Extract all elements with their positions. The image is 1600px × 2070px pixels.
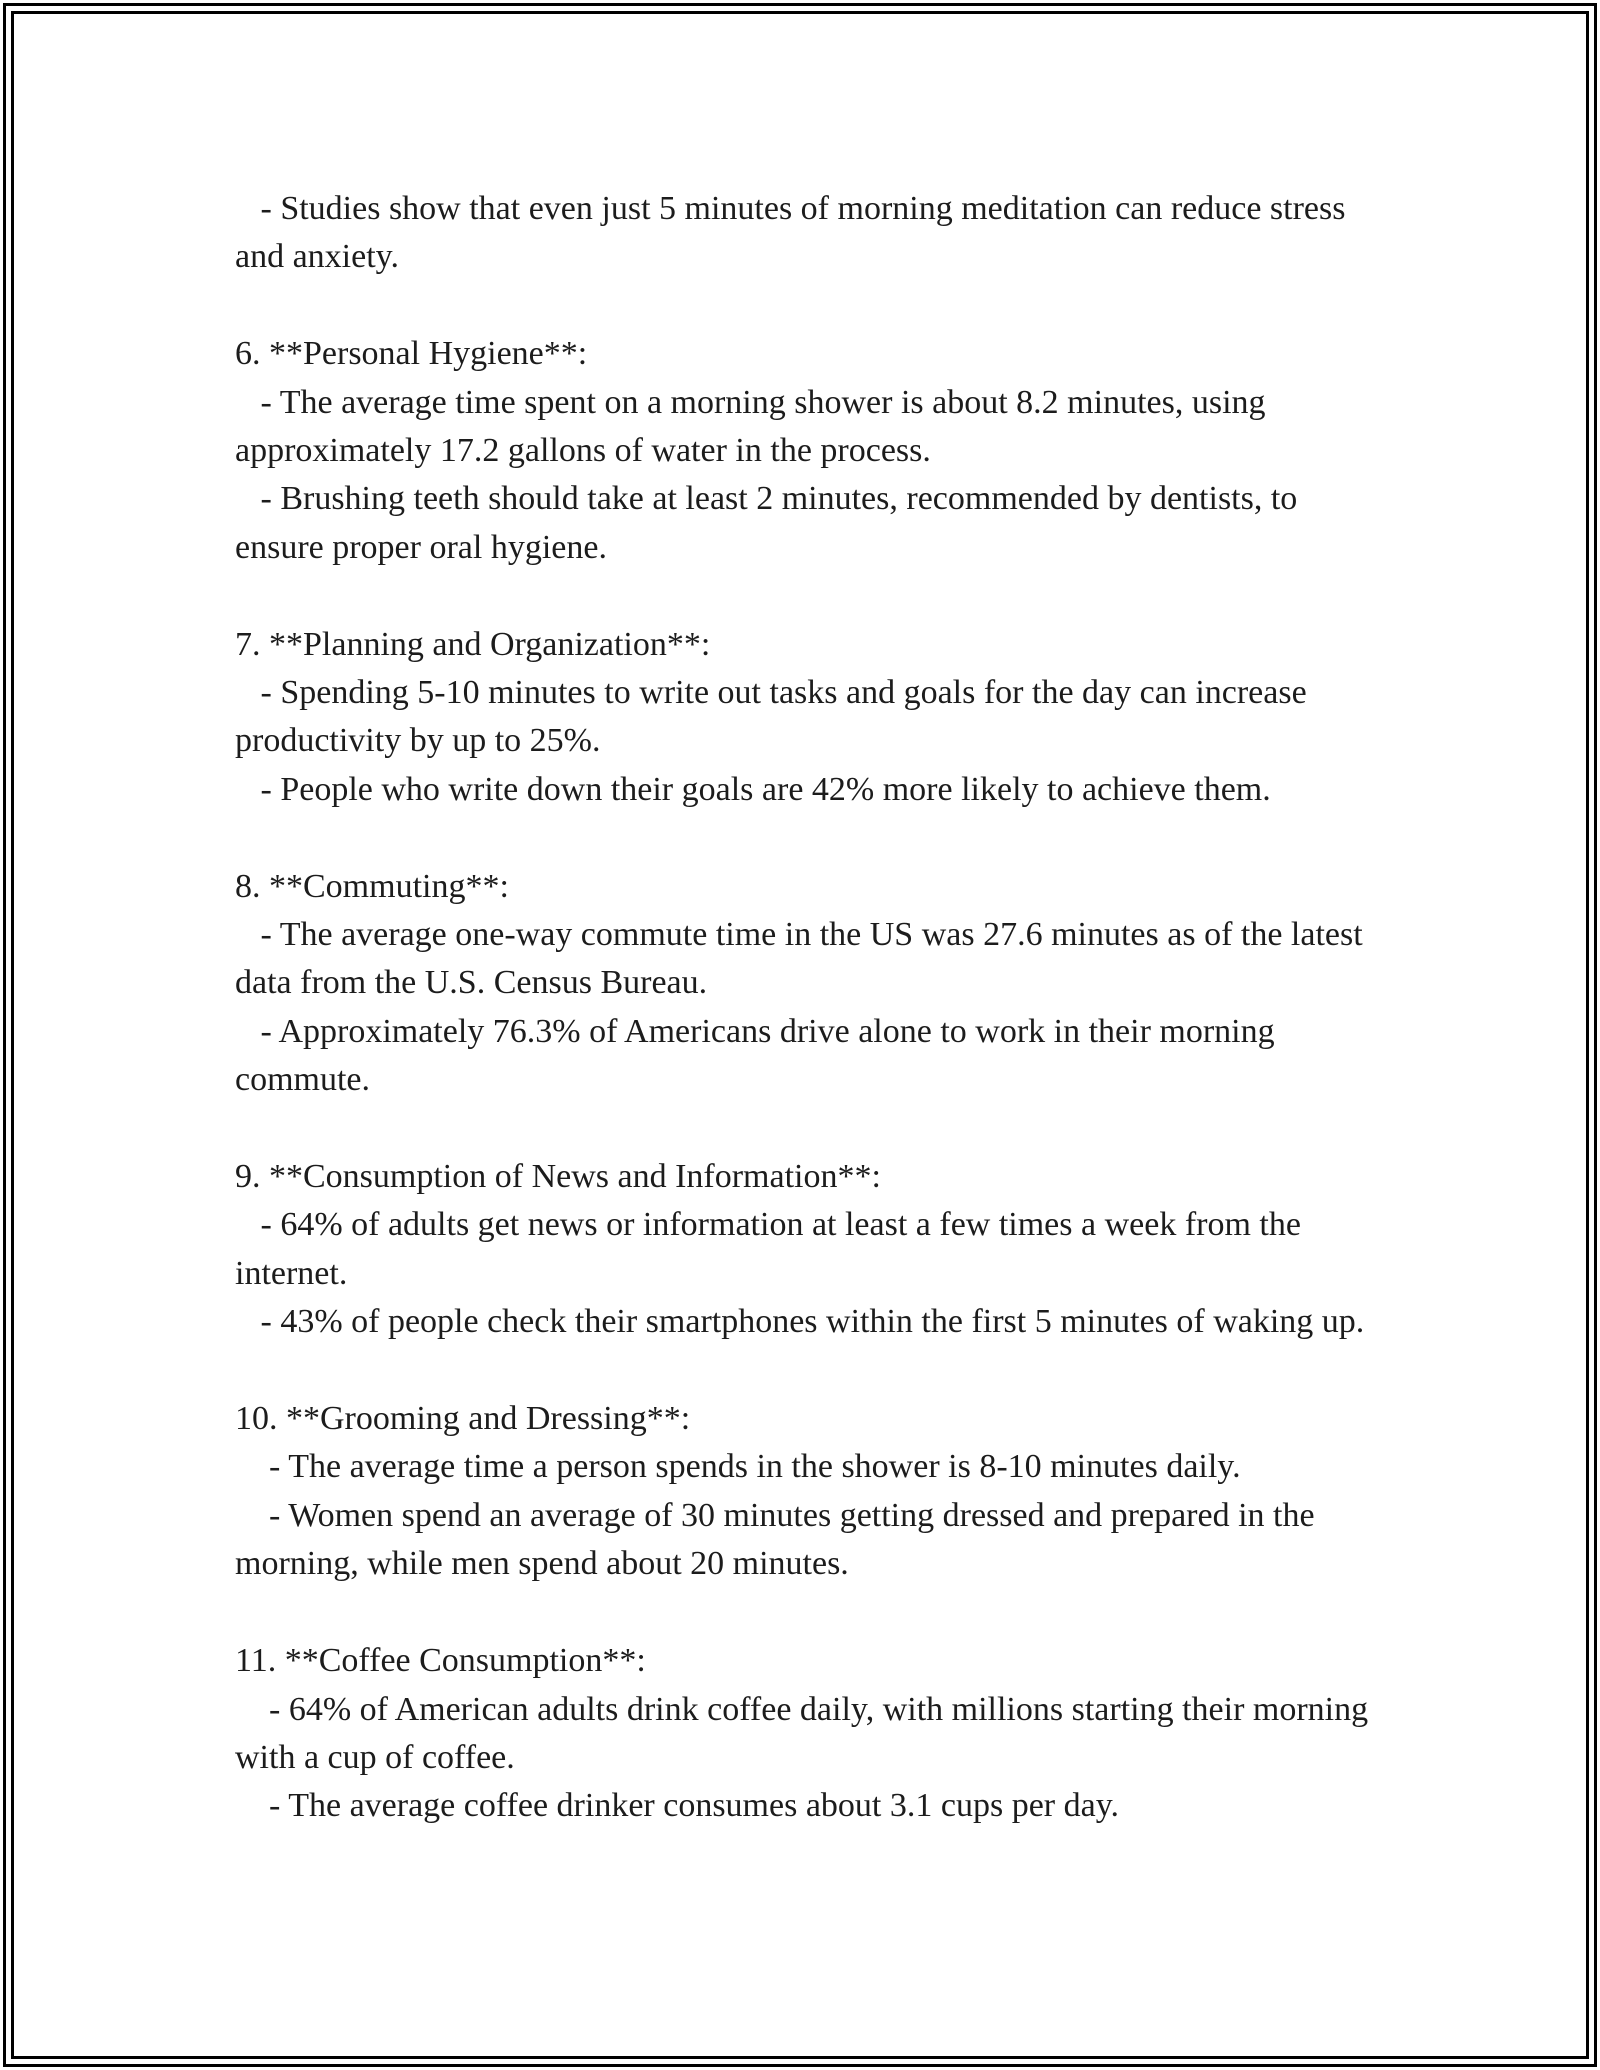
bullet-item: - The average one-way commute time in the US was 27.6 minutes as of the latest data from the U.S. Census Bureau. [235, 916, 1372, 1002]
bullet-item: - Women spend an average of 30 minutes getting dressed and prepared in the morning, while men spend about 20 minutes. [235, 1496, 1324, 1583]
bullet-item: - The average coffee drinker consumes about 3.1 cups per day. [235, 1787, 1119, 1825]
section-heading: 9. **Consumption of News and Information**: [235, 1158, 881, 1196]
section-heading: 11. **Coffee Consumption**: [235, 1642, 646, 1680]
section-news-and-information [235, 1153, 1370, 1347]
section-commuting [235, 863, 1370, 1105]
bullet-item: - 64% of adults get news or information at least a few times a week from the internet. [235, 1206, 1310, 1292]
section-grooming-and-dressing [235, 1395, 1370, 1589]
section-heading: 10. **Grooming and Dressing**: [235, 1400, 691, 1438]
lead-block [235, 185, 1370, 282]
bullet-item: - Brushing teeth should take at least 2 minutes, recommended by dentists, to ensure proper oral hygiene. [235, 480, 1306, 566]
bullet-item: - Approximately 76.3% of Americans drive alone to work in their morning commute. [235, 1012, 1284, 1099]
section-personal-hygiene [235, 330, 1370, 572]
bullet-item: - 64% of American adults drink coffee daily, with millions starting their morning with a cup of coffee. [235, 1690, 1377, 1776]
section-heading: 7. **Planning and Organization**: [235, 625, 711, 663]
document-body [235, 185, 1377, 1879]
bullet-item: - People who write down their goals are 42% more likely to achieve them. [235, 770, 1271, 808]
section-heading: 6. **Personal Hygiene**: [235, 335, 588, 373]
bullet-item: - The average time a person spends in the shower is 8-10 minutes daily. [235, 1448, 1241, 1486]
bullet-item: - 43% of people check their smartphones within the first 5 minutes of waking up. [235, 1303, 1365, 1341]
bullet-item: - The average time spent on a morning shower is about 8.2 minutes, using approximately 17.2 gallons of water in the process. [235, 383, 1275, 470]
bullet-item: - Studies show that even just 5 minutes of morning meditation can reduce stress and anxiety. [235, 190, 1354, 276]
section-planning-and-organization [235, 621, 1370, 815]
section-heading: 8. **Commuting**: [235, 867, 509, 905]
bullet-item: - Spending 5-10 minutes to write out tasks and goals for the day can increase productivity by up to 25%. [235, 674, 1316, 760]
section-coffee-consumption [235, 1637, 1377, 1831]
